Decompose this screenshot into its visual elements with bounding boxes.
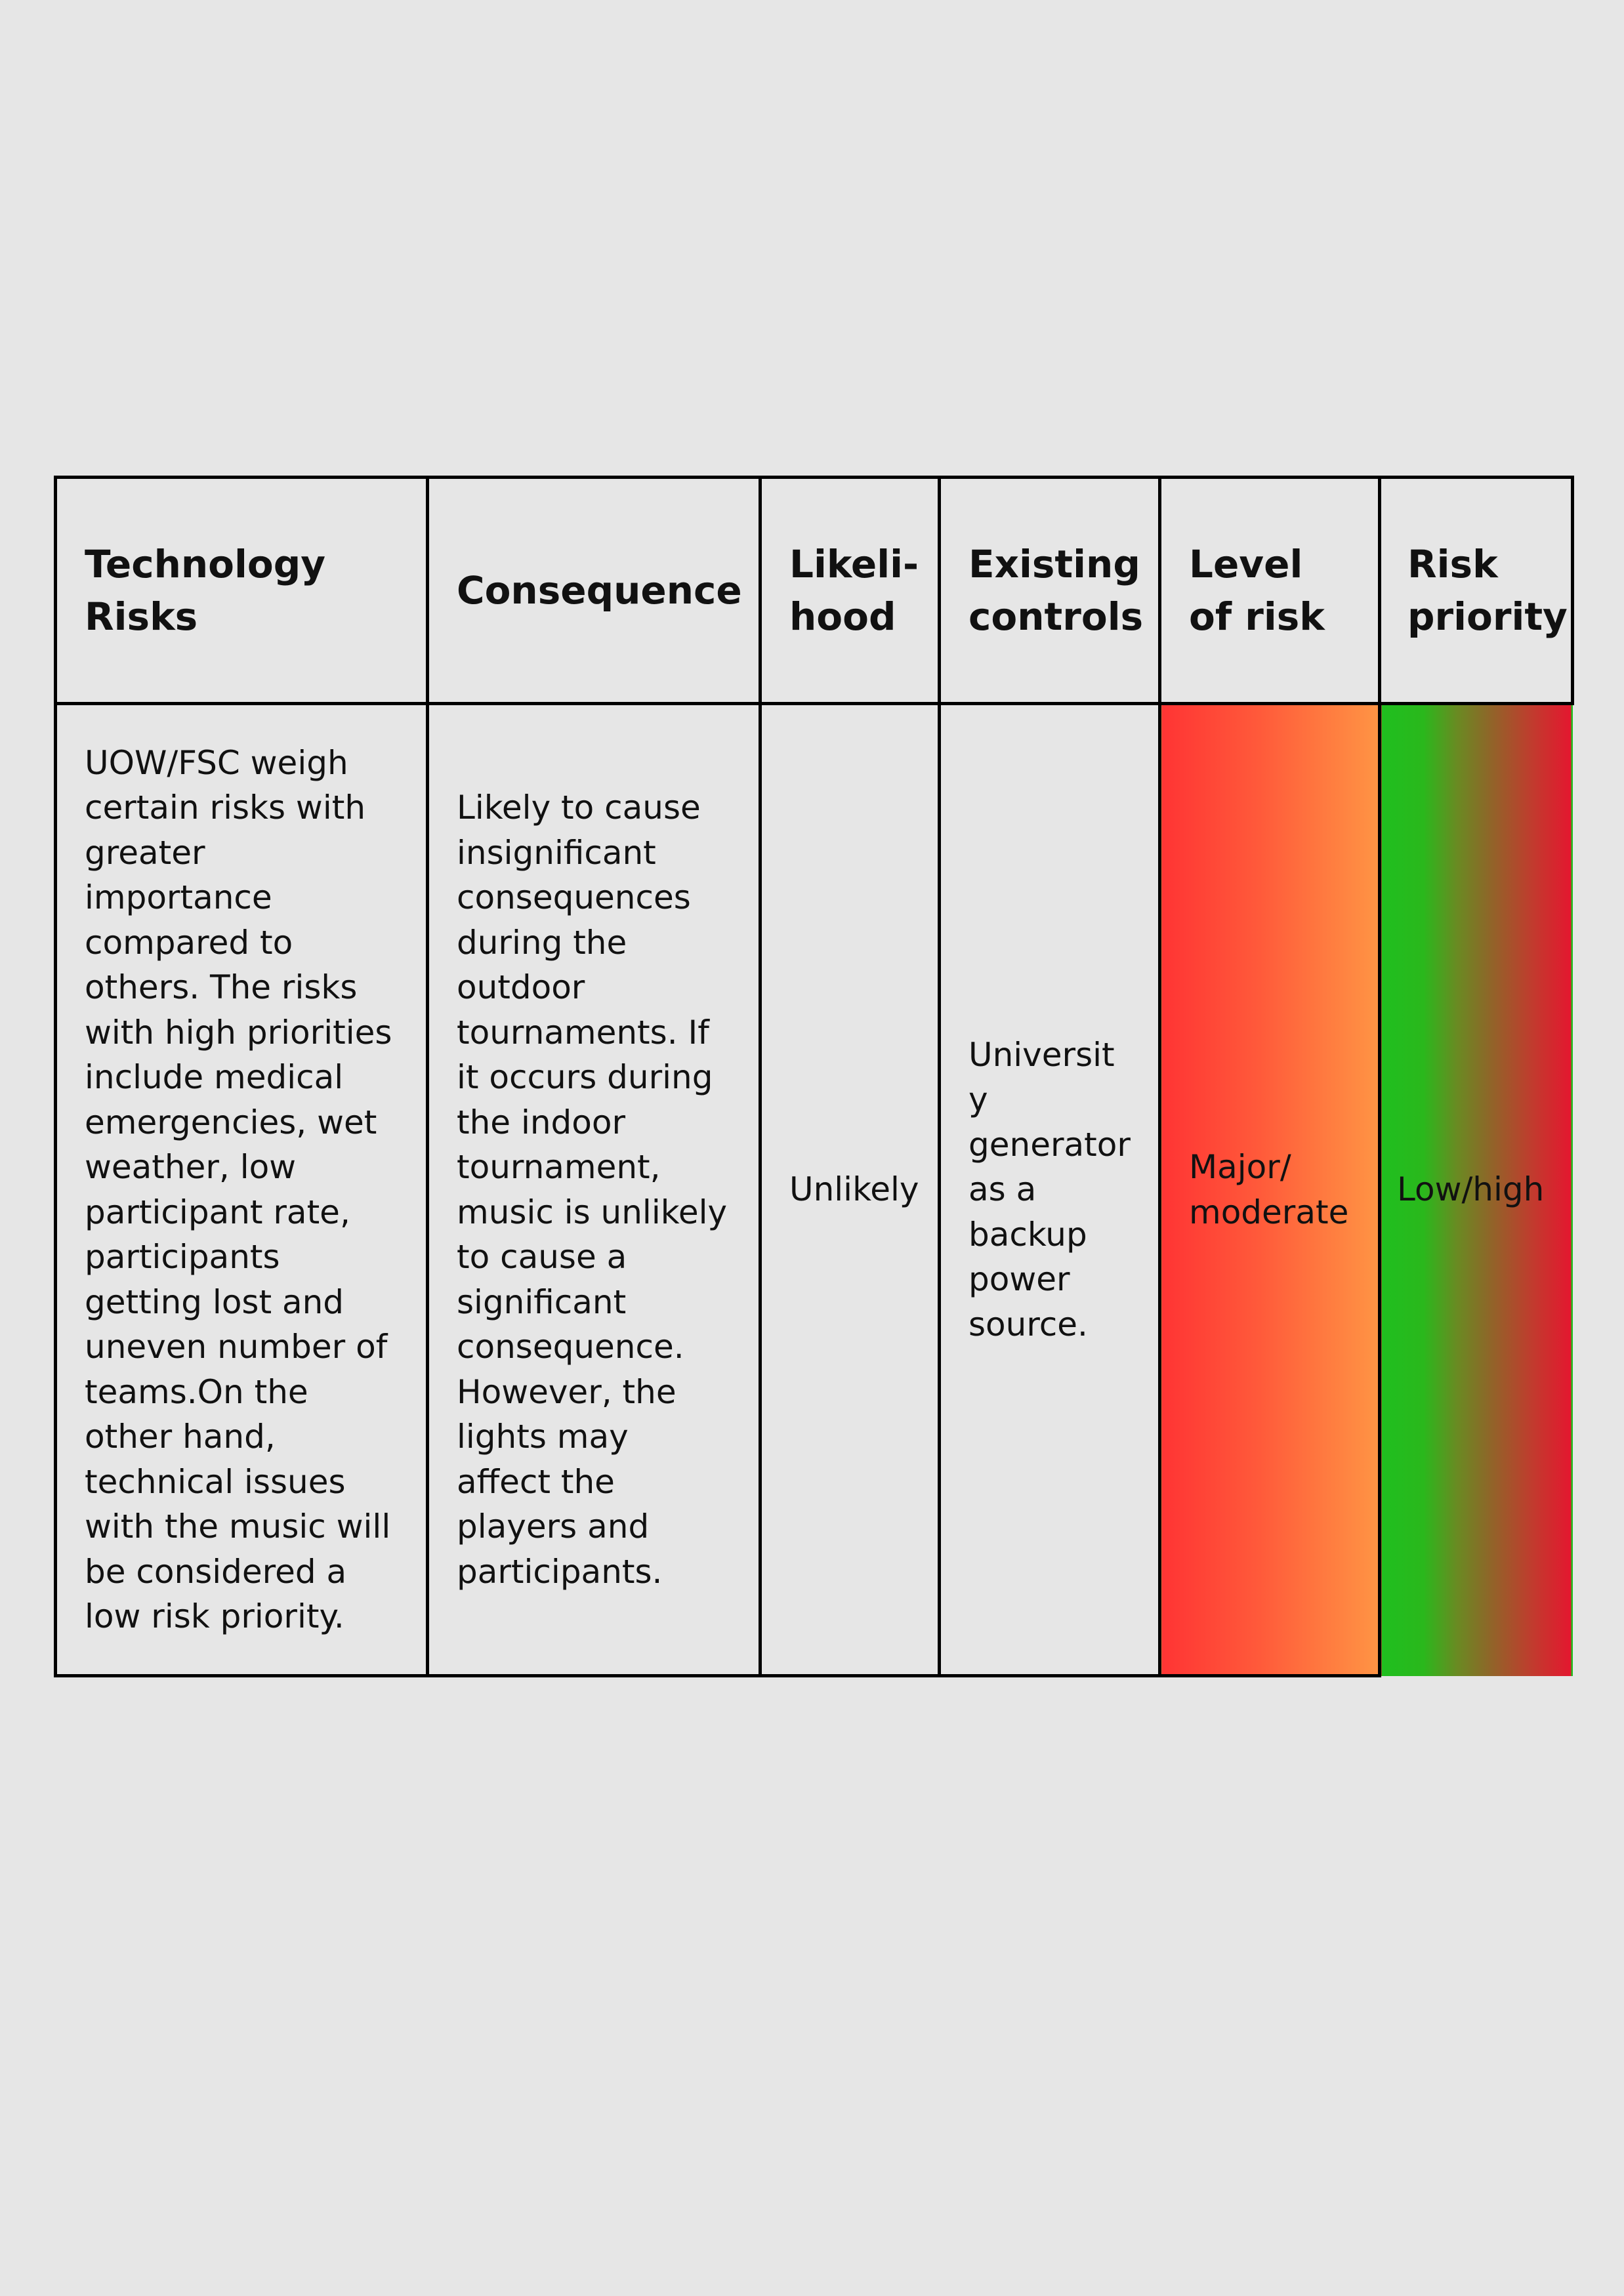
- cell-consequence: Likely to cause insignificant consequences during the outdoor tournaments. If it occurs during the indoor tournament, music is unlikely to cause a significant consequence. However, the lights may affect the players and participants.: [428, 704, 760, 1676]
- header-level-of-risk: Level of risk: [1160, 478, 1380, 704]
- header-existing-controls: Existing controls: [940, 478, 1160, 704]
- header-row: [56, 478, 1573, 704]
- header-consequence: Consequence: [428, 478, 760, 704]
- cell-technology-risks: UOW/FSC weigh certain risks with greater importance compared to others. The risks with high priorities include medical emergencies, wet weather, low participant rate, participants getting lost and uneven number of teams.On the other hand, technical issues with the music will be considered a low risk priority.: [56, 704, 428, 1676]
- cell-risk-priority: Low/high: [1380, 704, 1573, 1676]
- header-risk-priority: Risk priority: [1380, 478, 1573, 704]
- cell-likelihood: Unlikely: [760, 704, 940, 1676]
- header-likelihood: Likeli-hood: [760, 478, 940, 704]
- header-technology-risks: Technology Risks: [56, 478, 428, 704]
- cell-existing-controls: University generator as a backup power source.: [940, 704, 1160, 1676]
- cell-level-of-risk: Major/ moderate: [1160, 704, 1380, 1676]
- risk-table: [54, 476, 1574, 1677]
- table-row: [56, 704, 1573, 1676]
